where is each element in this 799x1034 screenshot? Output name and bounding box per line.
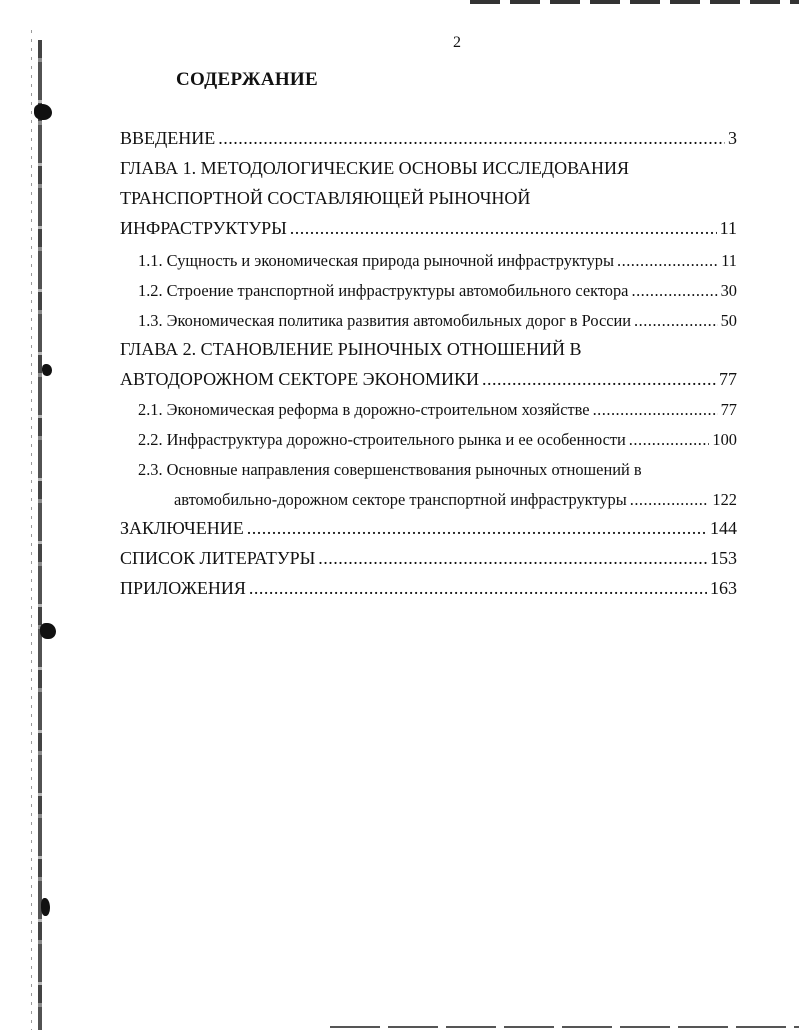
toc-page: 163 xyxy=(710,578,737,598)
toc-page: 50 xyxy=(720,311,737,330)
scan-bottom-line xyxy=(330,1026,799,1028)
leader-dots xyxy=(218,128,725,149)
leader-dots xyxy=(629,430,710,450)
toc-entry-literature xyxy=(120,548,737,569)
toc-label: СПИСОК ЛИТЕРАТУРЫ xyxy=(120,548,316,568)
punch-mark-2 xyxy=(42,364,52,376)
toc-entry-conclusion xyxy=(120,518,737,539)
scan-top-marks xyxy=(470,0,799,4)
toc-page: 11 xyxy=(719,218,737,238)
leader-dots xyxy=(249,578,707,599)
toc-entry-intro xyxy=(120,128,737,149)
leader-dots xyxy=(593,400,718,420)
toc-entry-2-2 xyxy=(138,430,737,450)
leader-dots xyxy=(617,251,718,271)
toc-entry-appendix xyxy=(120,578,737,599)
toc-entry-2-3-line1: 2.3. Основные направления совершенствования рыночных отношений в xyxy=(138,460,642,479)
toc-page: 77 xyxy=(720,400,737,419)
toc-label: 1.2. Строение транспортной инфраструктуры автомобильного сектора xyxy=(138,281,629,300)
page-number: 2 xyxy=(453,34,461,51)
toc-entry-1-3 xyxy=(138,311,737,331)
punch-mark-4 xyxy=(41,898,50,916)
punch-mark-3 xyxy=(40,623,56,639)
toc-page: 122 xyxy=(712,490,737,509)
toc-page: 153 xyxy=(710,548,737,568)
toc-title: СОДЕРЖАНИЕ xyxy=(176,69,318,90)
toc-label: 2.1. Экономическая реформа в дорожно-строительном хозяйстве xyxy=(138,400,590,419)
toc-page: 100 xyxy=(712,430,737,449)
toc-label: ПРИЛОЖЕНИЯ xyxy=(120,578,246,598)
toc-label: ИНФРАСТРУКТУРЫ xyxy=(120,218,287,238)
leader-dots xyxy=(630,490,710,510)
punch-mark-1 xyxy=(34,104,52,120)
toc-chapter2-line1: ГЛАВА 2. СТАНОВЛЕНИЕ РЫНОЧНЫХ ОТНОШЕНИЙ В xyxy=(120,339,582,359)
toc-page: 144 xyxy=(710,518,737,538)
toc-page: 30 xyxy=(720,281,737,300)
leader-dots xyxy=(482,369,716,390)
leader-dots xyxy=(290,218,717,239)
toc-label: ВВЕДЕНИЕ xyxy=(120,128,216,148)
toc-label: ЗАКЛЮЧЕНИЕ xyxy=(120,518,244,538)
leader-dots xyxy=(634,311,718,331)
toc-label: автомобильно-дорожном секторе транспортной инфраструктуры xyxy=(174,490,627,509)
toc-label: 1.3. Экономическая политика развития автомобильных дорог в России xyxy=(138,311,632,330)
toc-chapter1-line1: ГЛАВА 1. МЕТОДОЛОГИЧЕСКИЕ ОСНОВЫ ИССЛЕДОВАНИЯ xyxy=(120,158,630,178)
toc-entry-1-1 xyxy=(138,251,737,271)
toc-entry-1-2 xyxy=(138,281,737,301)
leader-dots xyxy=(318,548,707,569)
leader-dots xyxy=(631,281,717,301)
leader-dots xyxy=(247,518,707,539)
toc-label: 2.2. Инфраструктура дорожно-строительного рынка и ее особенности xyxy=(138,430,626,449)
toc-entry-2-3 xyxy=(174,490,737,510)
binding-edge xyxy=(38,40,42,1030)
toc-entry-2-1 xyxy=(138,400,737,420)
toc-entry-chapter2 xyxy=(120,369,737,390)
toc-label: 1.1. Сущность и экономическая природа рыночной инфраструктуры xyxy=(138,251,615,270)
toc-chapter1-line2: ТРАНСПОРТНОЙ СОСТАВЛЯЮЩЕЙ РЫНОЧНОЙ xyxy=(120,188,531,208)
binding-shadow xyxy=(31,30,32,1030)
toc-page: 11 xyxy=(721,251,737,270)
toc-label: АВТОДОРОЖНОМ СЕКТОРЕ ЭКОНОМИКИ xyxy=(120,369,480,389)
toc-page: 77 xyxy=(719,369,737,389)
toc-page: 3 xyxy=(728,128,737,148)
toc-entry-chapter1 xyxy=(120,218,737,239)
